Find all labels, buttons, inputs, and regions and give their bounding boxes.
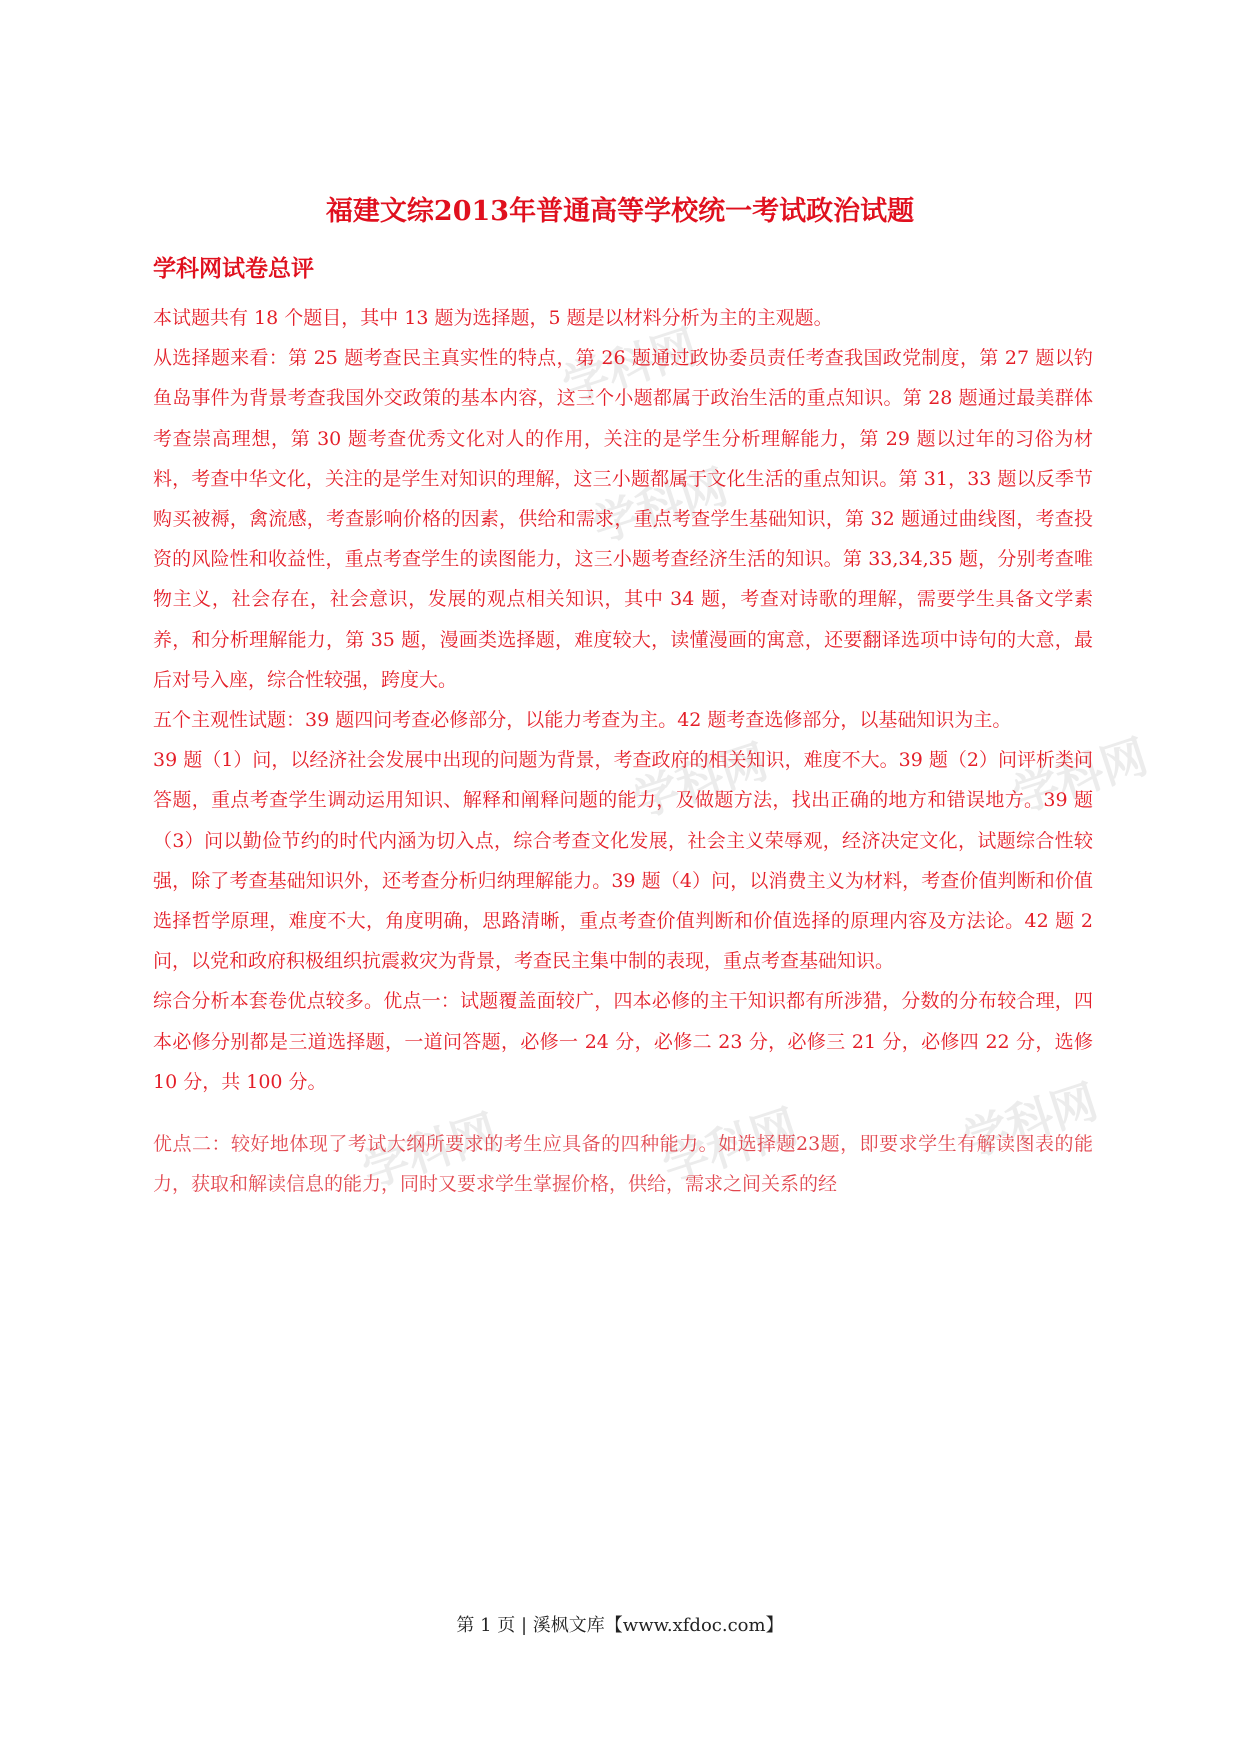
- paragraph: 从选择题来看：第 25 题考查民主真实性的特点，第 26 题通过政协委员责任考查我国政党制度，第 27 题以钓鱼岛事件为背景考查我国外交政策的基本内容，这三个小题都属于政治生活的重点知识。第 28 题通过最美群体考查崇高理想，第 30 题考查优秀文化对人的作用，关注的是学生分析理解能力，第 29 题以过年的习俗为材料，考查中华文化，关注的是学生对知识的理解，这三小题都属于文化生活的重点知识。第 31，33 题以反季节购买被褥，禽流感，考查影响价格的因素，供给和需求，重点考查学生基础知识，第 32 题通过曲线图，考查投资的风险性和收益性，重点考查学生的读图能力，这三小题考查经济生活的知识。第 33,34,35 题，分别考查唯物主义，社会存在，社会意识，发展的观点相关知识，其中 34 题，考查对诗歌的理解，需要学生具备文学素养，和分析理解能力，第 35 题，漫画类选择题，难度较大，读懂漫画的寓意，还要翻译选项中诗句的大意，最后对号入座，综合性较强，跨度大。: [153, 347, 1093, 691]
- watermark: 学科网: [1005, 728, 1154, 823]
- watermark: 学科网: [355, 1103, 504, 1198]
- watermark: 学科网: [655, 1098, 804, 1193]
- watermark: 学科网: [555, 318, 704, 413]
- paragraph: 优点二：较好地体现了考试大纲所要求的考生应具备的四种能力。如选择题23题，即要求学生有解读图表的能力，获取和解读信息的能力，同时又要求学生掌握价格，供给，需求之间关系的经: [153, 1133, 1093, 1196]
- watermark: 学科网: [585, 458, 734, 553]
- section-heading: 学科网试卷总评: [153, 255, 314, 282]
- watermark: 学科网: [955, 1073, 1104, 1168]
- document-body: [153, 298, 1093, 1204]
- document-title: 福建文综2013年普通高等学校统一考试政治试题: [325, 196, 915, 227]
- paragraph: 五个主观性试题：39 题四问考查必修部分，以能力考查为主。42 题考查选修部分，以基础知识为主。: [153, 709, 1012, 732]
- paragraph: 综合分析本套卷优点较多。优点一：试题覆盖面较广，四本必修的主干知识都有所涉猎，分数的分布较合理，四本必修分别都是三道选择题，一道问答题，必修一 24 分，必修二 23 分，必修三 21 分，必修四 22 分，选修 10 分，共 100 分。: [153, 990, 1093, 1093]
- page-footer: 第 1 页 | 溪枫文库【www.xfdoc.com】: [456, 1615, 784, 1636]
- paragraph: 39 题（1）问，以经济社会发展中出现的问题为背景，考查政府的相关知识，难度不大。39 题（2）问评析类问答题，重点考查学生调动运用知识、解释和阐释问题的能力，及做题方法，找出正确的地方和错误地方。39 题（3）问以勤俭节约的时代内涵为切入点，综合考查文化发展，社会主义荣辱观，经济决定文化，试题综合性较强，除了考查基础知识外，还考查分析归纳理解能力。39 题（4）问，以消费主义为材料，考查价值判断和价值选择哲学原理，难度不大，角度明确，思路清晰，重点考查价值判断和价值选择的原理内容及方法论。42 题 2 问，以党和政府积极组织抗震救灾为背景，考查民主集中制的表现，重点考查基础知识。: [153, 749, 1093, 973]
- watermark: 学科网: [625, 733, 774, 828]
- paragraph: 本试题共有 18 个题目，其中 13 题为选择题，5 题是以材料分析为主的主观题。: [153, 307, 833, 329]
